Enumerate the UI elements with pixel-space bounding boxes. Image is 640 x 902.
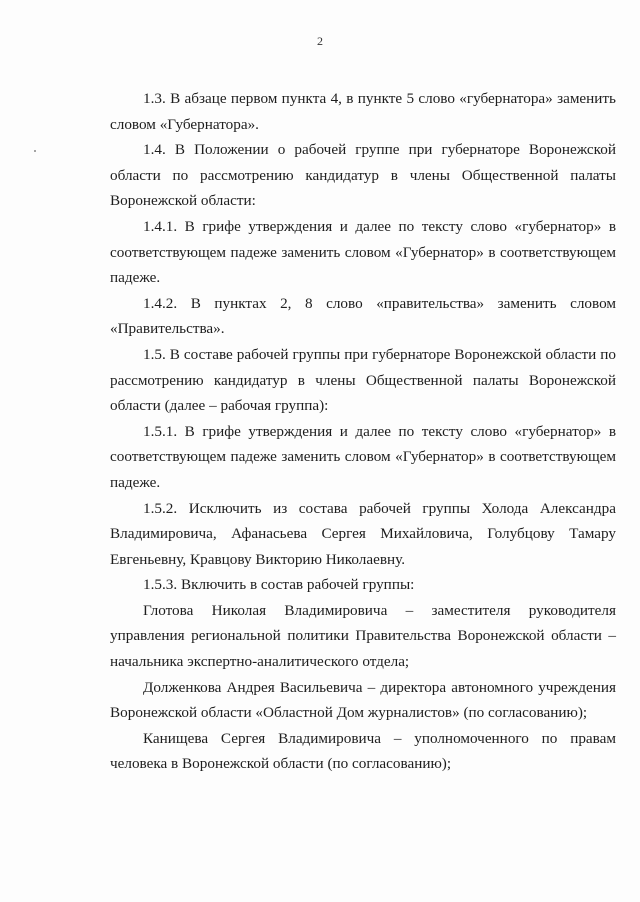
paragraph-1-3: 1.3. В абзаце первом пункта 4, в пункте 5 слово «губернатора» заменить словом «Губернатора». (110, 90, 616, 133)
paragraph-1-5-2: 1.5.2. Исключить из состава рабочей группы Холода Александра Владимировича, Афанасьева Сергея Михайловича, Голубцову Тамару Евгеньевну, Кравцову Викторию Николаевну. (110, 499, 616, 568)
paragraph-1-4-1: 1.4.1. В грифе утверждения и далее по тексту слово «губернатор» в соответствующем падеже заменить словом «Губернатор» в соответствующем падеже. (110, 217, 616, 287)
paragraph-1-4: 1.4. В Положении о рабочей группе при губернаторе Воронежской области по рассмотрению кандидатур в члены Общественной палаты Воронежской области: (110, 141, 616, 210)
margin-speck (34, 150, 36, 152)
paragraph-1-5: 1.5. В составе рабочей группы при губернаторе Воронежской области по рассмотрению кандидатур в члены Общественной палаты Воронежской области (далее – рабочая группа): (110, 345, 616, 415)
paragraph-1-5-1: 1.5.1. В грифе утверждения и далее по тексту слово «губернатор» в соответствующем падеже заменить словом «Губернатор» в соответствующем падеже. (110, 422, 616, 491)
member-glotov: Глотова Николая Владимировича – заместителя руководителя управления региональной политики Правительства Воронежской области – начальника экспертно-аналитического отдела; (110, 601, 616, 671)
page-number: 2 (317, 34, 323, 48)
paragraph-1-4-2: 1.4.2. В пунктах 2, 8 слово «правительства» заменить словом «Правительства». (110, 294, 616, 338)
document-body (110, 86, 616, 777)
member-kanishchev: Канищева Сергея Владимировича – уполномоченного по правам человека в Воронежской области (по согласованию); (110, 729, 616, 773)
member-dolzhenkov: Долженкова Андрея Васильевича – директора автономного учреждения Воронежской области «Областной Дом журналистов» (по согласованию); (110, 678, 616, 722)
paragraph-1-5-3: 1.5.3. Включить в состав рабочей группы: (143, 576, 415, 594)
